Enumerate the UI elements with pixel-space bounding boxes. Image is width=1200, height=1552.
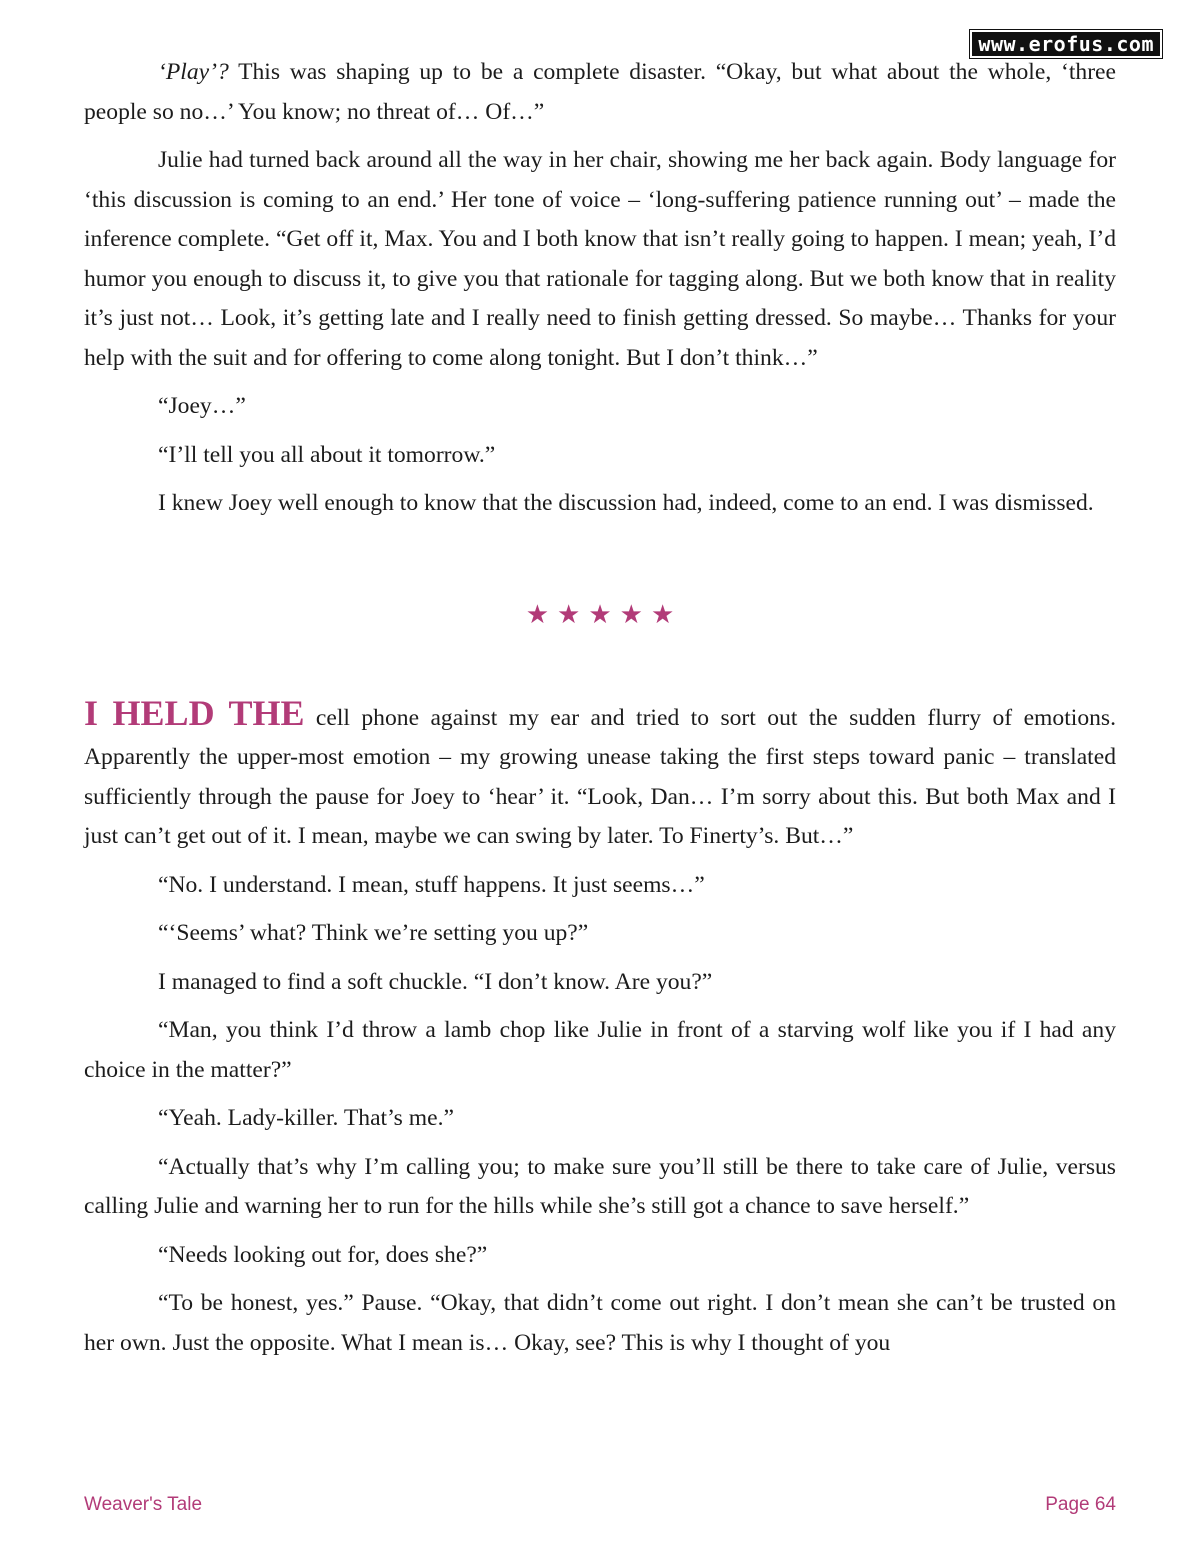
footer-page-number: Page 64 [1045, 1494, 1116, 1515]
paragraph: “To be honest, yes.” Pause. “Okay, that didn’t come out right. I don’t mean she can’t be trusted on her own. Just the opposite. What I mean is… Okay, see? This is why I thought of you [84, 1290, 1116, 1356]
paragraph-text: cell phone against my ear and tried to sort out the sudden flurry of emotions. Apparently the upper-most emotion – my growing unease taking the first steps toward panic – translated sufficiently through the pause for Joey to ‘hear’ it. “Look, Dan… I’m sorry about this. But both Max and I just can’t get out of it. I mean, maybe we can swing by later. To Finerty’s. But…” [84, 704, 1116, 849]
paragraph: “Man, you think I’d throw a lamb chop like Julie in front of a starving wolf like you if I had any choice in the matter?” [84, 1017, 1116, 1083]
emphasis-word: ‘Play’? [158, 59, 229, 85]
footer-book-title: Weaver's Tale [84, 1494, 203, 1515]
section-separator-stars: ★★★★★ [525, 599, 683, 630]
paragraph: “I’ll tell you all about it tomorrow.” [158, 441, 496, 468]
paragraph: “Yeah. Lady-killer. That’s me.” [158, 1105, 454, 1131]
drop-cap-heading: I HELD THE [84, 692, 305, 733]
page-body [84, 53, 1116, 1372]
watermark: www.erofus.com [970, 30, 1162, 58]
section-opening-paragraph [84, 694, 1116, 857]
paragraph: I knew Joey well enough to know that the discussion had, indeed, come to an end. I was dismissed. [158, 490, 1094, 516]
paragraph: “‘Seems’ what? Think we’re setting you up?” [158, 920, 589, 946]
page-footer [84, 1494, 1116, 1516]
paragraph: “No. I understand. I mean, stuff happens. It just seems…” [158, 871, 705, 898]
paragraph: “Actually that’s why I’m calling you; to make sure you’ll still be there to take care of Julie, versus calling Julie and warning her to run for the hills while she’s still got a chance to save herself.” [84, 1153, 1116, 1219]
paragraph-text: This was shaping up to be a complete disaster. “Okay, but what about the whole, ‘three people so no…’ You know; no threat of… Of…” [84, 59, 1116, 125]
paragraph: I managed to find a soft chuckle. “I don’t know. Are you?” [158, 968, 713, 995]
paragraph [84, 53, 1116, 132]
paragraph: “Needs looking out for, does she?” [158, 1241, 488, 1268]
paragraph: Julie had turned back around all the way in her chair, showing me her back again. Body language for ‘this discussion is coming to an end.’ Her tone of voice – ‘long-suffering patience running out’ – made the inference complete. “Get off it, Max. You and I both know that isn’t really going to happen. I mean; yeah, I’d humor you enough to discuss it, to give you that rationale for tagging along. But we both know that in reality it’s just not… Look, it’s getting late and I really need to finish getting dressed. So maybe… Thanks for your help with the suit and for offering to come along tonight. But I don’t think…” [84, 147, 1116, 371]
paragraph: “Joey…” [158, 393, 246, 419]
